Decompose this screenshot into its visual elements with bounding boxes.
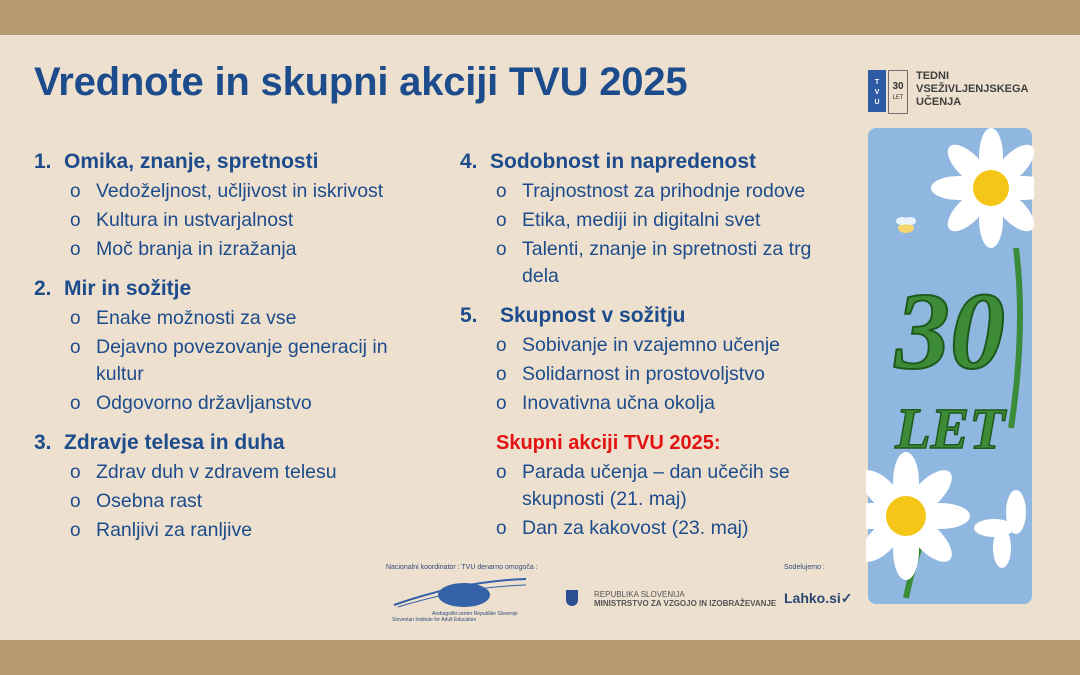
list-item	[460, 332, 850, 359]
section-heading	[34, 150, 414, 174]
list-item	[34, 390, 414, 417]
bullet-marker: o	[496, 210, 507, 231]
item-text: Sobivanje in vzajemno učenje	[522, 334, 780, 356]
item-text: Vedoželjnost, učljivost in iskrivost	[96, 180, 384, 202]
section-number: 5.	[460, 304, 478, 327]
item-text: Inovativna učna okolja	[522, 392, 715, 414]
logo-line: UČENJA	[916, 96, 962, 108]
lahko-logo	[784, 590, 853, 607]
bullet-marker: o	[70, 520, 81, 541]
collab-label: Sodelujemo :	[784, 564, 825, 571]
item-text: Parada učenja – dan učečih se skupnosti (21. maj)	[522, 461, 790, 510]
svg-text:T: T	[874, 79, 880, 86]
section-heading	[34, 431, 414, 455]
list-item	[460, 390, 850, 417]
list-item	[34, 178, 414, 205]
list-item	[34, 334, 414, 388]
bullet-marker: o	[70, 462, 81, 483]
item-text: Kultura in ustvarjalnost	[96, 209, 294, 231]
daisy-artwork	[866, 128, 1034, 604]
item-text: Dan za kakovost (23. maj)	[522, 517, 749, 539]
section-title: Sodobnost in napredenost	[490, 150, 756, 173]
art-text-30: 30	[895, 270, 1005, 392]
bullet-marker: o	[496, 462, 507, 483]
item-text: Moč branja in izražanja	[96, 238, 297, 260]
list-item	[34, 488, 414, 515]
item-text: Osebna rast	[96, 490, 203, 512]
list-item	[460, 515, 850, 542]
funding-label: TVU denarno omogoča :	[461, 564, 538, 571]
svg-text:U: U	[874, 99, 880, 106]
section-number: 2.	[34, 277, 52, 300]
bullet-marker: o	[70, 181, 81, 202]
coat-of-arms-icon	[566, 590, 578, 606]
tvu-logo-text	[916, 70, 1056, 109]
logo-line: TEDNI	[916, 70, 949, 82]
bullet-marker: o	[70, 337, 81, 358]
item-text: Zdrav duh v zdravem telesu	[96, 461, 337, 483]
section-heading	[460, 150, 850, 174]
list-item	[460, 361, 850, 388]
acs-logo	[392, 575, 532, 625]
actions-list	[460, 459, 850, 542]
bullet-marker: o	[70, 210, 81, 231]
right-column	[460, 150, 850, 544]
item-text: Solidarnost in prostovoljstvo	[522, 363, 765, 385]
acs-swoosh-icon	[392, 575, 532, 611]
value-list	[34, 305, 414, 417]
bottom-band	[0, 640, 1080, 675]
value-list	[460, 332, 850, 417]
left-column	[34, 150, 414, 546]
top-band	[0, 0, 1080, 35]
section-heading	[34, 277, 414, 301]
list-item	[34, 517, 414, 544]
section-number: 4.	[460, 150, 478, 173]
section-title: Zdravje telesa in duha	[64, 431, 285, 454]
bullet-marker: o	[70, 393, 81, 414]
tvu-logo	[866, 70, 1042, 114]
value-list	[34, 459, 414, 544]
section-title: Mir in sožitje	[64, 277, 192, 300]
svg-text:LET: LET	[892, 95, 904, 101]
section-title: Omika, znanje, spretnosti	[64, 150, 319, 173]
item-text: Talenti, znanje in spretnosti za trg dela	[522, 238, 812, 287]
actions-heading: Skupni akciji TVU 2025:	[496, 432, 721, 454]
item-text: Trajnostnost za prihodnje rodove	[522, 180, 806, 202]
bullet-marker: o	[496, 239, 507, 260]
partner-name: Lahko.si	[784, 590, 841, 606]
item-text: Odgovorno državljanstvo	[96, 392, 312, 414]
section-number: 1.	[34, 150, 52, 173]
item-text: Etika, mediji in digitalni svet	[522, 209, 761, 231]
item-text: Ranljivi za ranljive	[96, 519, 253, 541]
daisy-illustration-icon	[866, 128, 1034, 604]
checkmark-icon: ✓	[840, 590, 853, 606]
bullet-marker: o	[496, 335, 507, 356]
footer-labels	[386, 564, 538, 571]
logo-line: VSEŽIVLJENJSKEGA	[916, 83, 1029, 95]
bullet-marker: o	[70, 239, 81, 260]
acs-name-1: Andragoški center Republike Slovenije	[432, 611, 518, 617]
bullet-marker: o	[70, 491, 81, 512]
list-item	[34, 207, 414, 234]
svg-text:30: 30	[892, 81, 904, 92]
value-list	[460, 178, 850, 290]
list-item	[460, 207, 850, 234]
value-list	[34, 178, 414, 263]
coordinator-label: Nacionalni koordinator :	[386, 564, 460, 571]
section-heading	[460, 304, 850, 328]
list-item	[34, 459, 414, 486]
list-item	[460, 178, 850, 205]
ministry-line-2: MINISTRSTVO ZA VZGOJO IN IZOBRAŽEVANJE	[594, 599, 777, 608]
tvu-logo-mark	[868, 70, 886, 112]
thirty-years-badge-icon	[888, 70, 908, 114]
list-item	[34, 305, 414, 332]
tvu-mark-icon	[868, 70, 886, 112]
acs-name-2: Slovenian Institute for Adult Education	[392, 617, 477, 623]
ministry-line-1: REPUBLIKA SLOVENIJA	[594, 590, 685, 599]
bullet-marker: o	[70, 308, 81, 329]
bullet-marker: o	[496, 364, 507, 385]
list-item	[34, 236, 414, 263]
page-title: Vrednote in skupni akciji TVU 2025	[34, 60, 688, 104]
art-text-let: LET	[895, 396, 1005, 461]
list-item	[460, 459, 850, 513]
item-text: Dejavno povezovanje generacij in kultur	[96, 336, 388, 385]
bullet-marker: o	[496, 518, 507, 539]
bullet-marker: o	[496, 393, 507, 414]
bullet-marker: o	[496, 181, 507, 202]
item-text: Enake možnosti za vse	[96, 307, 297, 329]
section-title: Skupnost v sožitju	[500, 304, 686, 327]
section-number: 3.	[34, 431, 52, 454]
list-item	[460, 236, 850, 290]
svg-text:V: V	[874, 89, 880, 96]
